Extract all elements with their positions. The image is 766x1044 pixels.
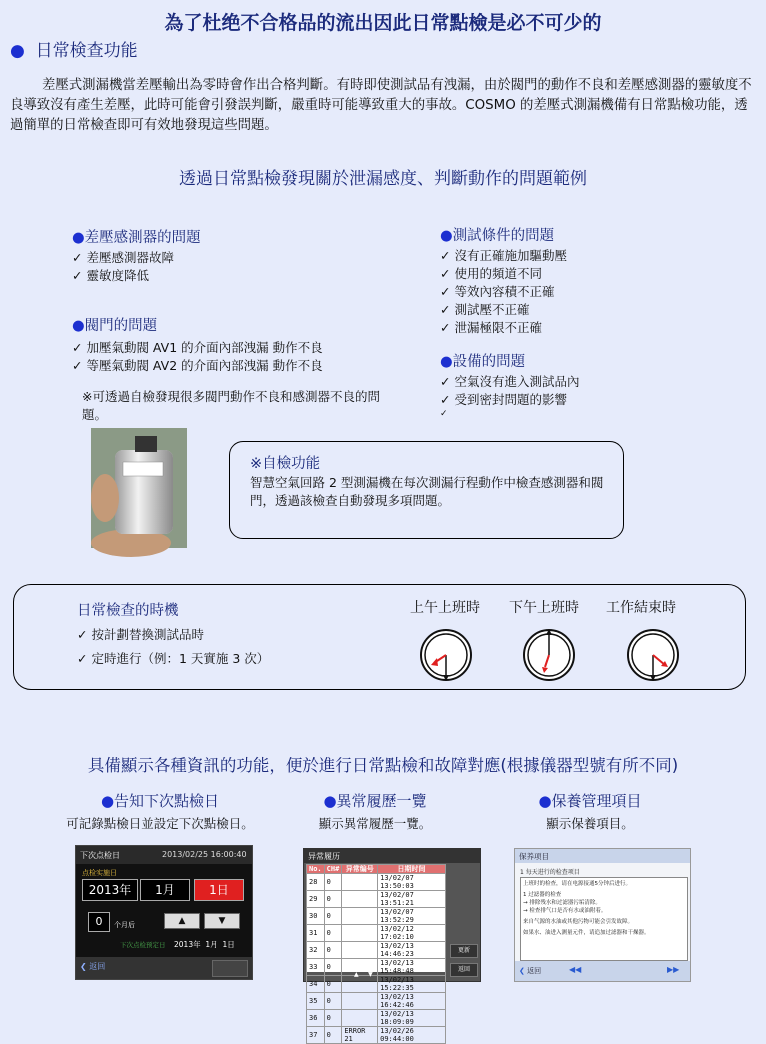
- year-field[interactable]: 2013年: [82, 879, 138, 901]
- bullet-icon: ●: [10, 41, 25, 61]
- clock-icon: [521, 627, 577, 683]
- double-left-icon: ◀◀: [569, 965, 582, 974]
- next-check-label: 下次点检预定日: [120, 941, 166, 949]
- table-header-row: [307, 865, 446, 874]
- double-right-icon: ▶▶: [667, 965, 680, 974]
- table-cell: 13/02/26 09:44:00: [378, 1027, 446, 1044]
- table-header-cell: No.: [307, 865, 325, 874]
- sensor-heading: [72, 226, 392, 247]
- table-cell: 13/02/13 16:42:46: [378, 993, 446, 1010]
- bullet-icon: ●: [72, 318, 85, 334]
- error-history-screen: [303, 848, 481, 1043]
- table-row[interactable]: [307, 942, 446, 959]
- table-cell: 0: [324, 976, 342, 993]
- clock-label-afternoon: 下午上班時: [509, 600, 579, 616]
- table-cell: [342, 891, 378, 908]
- back-button[interactable]: [80, 961, 105, 972]
- table-row[interactable]: [307, 1010, 446, 1027]
- table-cell: [342, 942, 378, 959]
- table-cell: 31: [307, 925, 325, 942]
- test-heading-text: 測試條件的問題: [452, 228, 555, 244]
- next-month: 1月: [205, 940, 218, 949]
- day-field[interactable]: 1日: [194, 879, 244, 901]
- table-cell: 13/02/13 15:48:48: [378, 959, 446, 976]
- list-item: ✓ 使用的頻道不同: [440, 265, 740, 283]
- valve-heading: [72, 314, 402, 335]
- table-row[interactable]: [307, 874, 446, 891]
- maintenance-line: 上班时的检查，请在电源接通5分钟后进行。: [523, 881, 632, 887]
- column-heading-next-check: [40, 790, 280, 811]
- column-heading-text: 異常履歷一覽: [336, 792, 427, 810]
- list-item: ✓ 測試壓不正確: [440, 301, 740, 319]
- table-cell: 13/02/07 13:52:29: [378, 908, 446, 925]
- maintenance-line: 来自气源的水油或其他污物可能会引发故障。: [523, 919, 634, 925]
- table-row[interactable]: [307, 993, 446, 1010]
- table-cell: 0: [324, 925, 342, 942]
- bullet-icon: ●: [323, 792, 337, 810]
- valve-note: ※可透過自檢發現很多閥門動作不良和感測器不良的問題。: [82, 389, 380, 422]
- test-group: [440, 224, 740, 337]
- bullet-icon: ●: [440, 228, 453, 244]
- back-arrow-icon: ❮: [519, 967, 525, 975]
- equipment-list: [440, 373, 740, 409]
- maintenance-text: [520, 877, 688, 961]
- table-cell: 37: [307, 1027, 325, 1044]
- table-row[interactable]: [307, 959, 446, 976]
- list-item: ✓ 等效內容積不正確: [440, 283, 740, 301]
- screen-title: 保养项目: [519, 852, 549, 861]
- table-header-cell: CH#: [324, 865, 342, 874]
- clock-icon: [418, 627, 474, 683]
- maintenance-line: 如果水、油进入测量元件，请追加过滤器和干燥器。: [523, 930, 650, 936]
- feature-heading-text: 日常検查功能: [35, 41, 138, 61]
- table-cell: 13/02/13 14:46:23: [378, 942, 446, 959]
- screen-header: [304, 849, 480, 863]
- table-cell: 13/02/13 18:09:09: [378, 1010, 446, 1027]
- table-cell: 0: [324, 1010, 342, 1027]
- ok-button[interactable]: [212, 960, 248, 977]
- valve-heading-text: 閥門的問題: [84, 318, 158, 334]
- column-desc: 顯示保養項目。: [546, 816, 634, 831]
- timing-box: [13, 584, 746, 690]
- bullet-icon: ●: [72, 230, 85, 246]
- table-cell: 33: [307, 959, 325, 976]
- table-cell: 0: [324, 874, 342, 891]
- maintenance-screen: [514, 848, 691, 982]
- history-table: [306, 864, 446, 1044]
- table-cell: 13/02/07 13:50:03: [378, 874, 446, 891]
- column-desc: 顯示異常履歷一覽。: [318, 816, 432, 831]
- next-check-screen: [75, 845, 253, 980]
- table-cell: 36: [307, 1010, 325, 1027]
- month-count-field[interactable]: 0: [88, 912, 110, 932]
- next-day: 1日: [222, 940, 235, 949]
- column-heading-history: [275, 790, 475, 811]
- table-cell: 0: [324, 908, 342, 925]
- page-title: 為了杜绝不合格品的流出因此日常點檢是必不可少的: [164, 12, 602, 34]
- table-cell: 29: [307, 891, 325, 908]
- check-date-label: 点检实施日: [82, 869, 117, 877]
- update-button[interactable]: 更新: [450, 944, 478, 958]
- table-cell: 32: [307, 942, 325, 959]
- valve-list: [72, 339, 402, 375]
- table-cell: 0: [324, 891, 342, 908]
- back-label: 返回: [527, 967, 542, 975]
- arrow-up-icon: ▲: [178, 916, 186, 926]
- back-button[interactable]: [519, 966, 541, 976]
- table-cell: [342, 993, 378, 1010]
- table-cell: 0: [324, 1027, 342, 1044]
- maintenance-item: 1 每天进行的检查项目: [520, 869, 580, 876]
- next-check-value: [174, 939, 235, 950]
- list-item: ✓ 加壓氣動閥 AV1 的介面內部洩漏 動作不良: [72, 339, 402, 357]
- clock-label-morning: 上午上班時: [410, 600, 480, 616]
- maintenance-line: → 检查排气口是否有水或油附着。: [523, 908, 607, 914]
- scroll-down-icon: ▼: [368, 971, 373, 978]
- scroll-controls[interactable]: [354, 971, 373, 978]
- self-check-box: [229, 441, 624, 539]
- increment-button[interactable]: [164, 913, 200, 929]
- feature-heading: [10, 36, 138, 61]
- sensor-list: [72, 249, 392, 285]
- screen-footer: [515, 961, 690, 981]
- column-heading-text: 保養管理項目: [551, 792, 642, 810]
- next-year: 2013年: [174, 940, 201, 949]
- table-cell: 13/02/13 15:22:35: [378, 976, 446, 993]
- list-item: ✓ 空氣沒有進入測試品內: [440, 373, 740, 391]
- self-check-text: 智慧空氣回路 2 型測漏機在每次測漏行程動作中檢查感測器和閥門，透過該檢查自動發現多項問題。: [250, 475, 604, 508]
- equipment-heading: [440, 350, 740, 371]
- decrement-button[interactable]: [204, 913, 240, 929]
- timing-list: [77, 623, 269, 671]
- bullet-icon: ●: [538, 792, 552, 810]
- table-cell: [342, 925, 378, 942]
- table-cell: 13/02/12 17:02:10: [378, 925, 446, 942]
- table-header-cell: 日期时间: [378, 865, 446, 874]
- clock-label-end: 工作結束時: [606, 600, 676, 616]
- list-item: ✓ 沒有正確施加驅動壓: [440, 247, 740, 265]
- table-cell: 34: [307, 976, 325, 993]
- sensor-heading-text: 差壓感測器的問題: [84, 230, 201, 246]
- list-item: ✓ 受到密封問題的影響: [440, 391, 740, 409]
- screen-footer: [76, 957, 252, 979]
- list-item: ✓ 靈敏度降低: [72, 267, 392, 285]
- table-row[interactable]: [307, 976, 446, 993]
- list-item: ✓ 泄漏極限不正確: [440, 319, 740, 337]
- screen-header: [515, 849, 690, 863]
- arrow-down-icon: ▼: [218, 916, 226, 926]
- screen-header: [76, 846, 252, 864]
- table-cell: 0: [324, 942, 342, 959]
- equipment-heading-text: 設備的問題: [452, 354, 526, 370]
- table-row[interactable]: [307, 908, 446, 925]
- check-mark-icon: ✓: [440, 409, 448, 419]
- maintenance-line: 1 过滤器的检查: [523, 892, 562, 898]
- bullet-icon: ●: [100, 792, 115, 810]
- month-field[interactable]: 1月: [140, 879, 190, 901]
- leak-tester-image: [91, 428, 187, 548]
- list-item: ✓ 差壓感測器故障: [72, 249, 392, 267]
- section2-title: 具備顯示各種資訊的功能，便於進行日常點檢和故障對應(根據儀器型號有所不同): [87, 756, 679, 775]
- section1-title: 透過日常點檢發現關於泄漏感度、判斷動作的問題範例: [179, 169, 587, 189]
- back-button[interactable]: 返回: [450, 963, 478, 977]
- back-arrow-icon: ❮: [80, 962, 87, 971]
- sensor-group: [72, 226, 392, 285]
- timing-heading: 日常檢查的時機: [77, 603, 179, 619]
- table-cell: 0: [324, 993, 342, 1010]
- table-cell: [342, 908, 378, 925]
- screen-title: 下次点检日: [80, 851, 120, 860]
- list-item: ✓ 按計劃替換測試品時: [77, 623, 269, 647]
- table-cell: [342, 976, 378, 993]
- history-table-wrap: [306, 864, 446, 1043]
- column-heading-text: 告知下次點檢日: [114, 792, 220, 810]
- screen-datetime: 2013/02/25 16:00:40: [162, 850, 247, 859]
- table-cell: 28: [307, 874, 325, 891]
- table-cell: 30: [307, 908, 325, 925]
- intro-paragraph: 差壓式測漏機當差壓輸出為零時會作出合格判斷。有時即使測試品有洩漏，由於閥門的動作不良和差壓感測器的靈敏度不良導致沒有產生差壓，此時可能會引發誤判斷，嚴重時可能導致重大的事故。COSMO 的差壓式測漏機備有日常點檢功能，透過簡單的日常檢查即可有效地發現這些問題。: [10, 78, 752, 133]
- maintenance-line: → 排除残水和过滤器污垢清除。: [523, 900, 601, 906]
- test-heading: [440, 224, 740, 245]
- bullet-icon: ●: [440, 354, 453, 370]
- column-desc: 可記錄點檢日並設定下次點檢日。: [66, 816, 254, 831]
- screen-title: 异常履历: [308, 852, 340, 861]
- column-heading-maintenance: [490, 790, 690, 811]
- table-cell: 13/02/07 13:51:21: [378, 891, 446, 908]
- table-cell: 0: [324, 959, 342, 976]
- product-photo: [91, 428, 187, 548]
- table-header-cell: 异常编号: [342, 865, 378, 874]
- next-page-button[interactable]: [667, 965, 679, 974]
- table-row[interactable]: [307, 925, 446, 942]
- equipment-group: [440, 350, 740, 419]
- clock-icon: [625, 627, 681, 683]
- list-item: ✓ 等壓氣動閥 AV2 的介面內部洩漏 動作不良: [72, 357, 402, 375]
- scroll-up-icon: ▲: [354, 971, 359, 978]
- list-item: ✓ 定時進行（例：1 天實施 3 次）: [77, 647, 269, 671]
- self-check-heading: ※自檢功能: [250, 456, 321, 472]
- test-list: [440, 247, 740, 337]
- table-row[interactable]: [307, 891, 446, 908]
- back-label: 返回: [89, 962, 106, 971]
- table-cell: ERROR 21: [342, 1027, 378, 1044]
- table-cell: [342, 1010, 378, 1027]
- month-unit-label: 个月后: [114, 921, 135, 929]
- prev-page-button[interactable]: [569, 965, 581, 974]
- valve-group: [72, 314, 402, 375]
- table-cell: [342, 874, 378, 891]
- table-row[interactable]: [307, 1027, 446, 1044]
- table-cell: 35: [307, 993, 325, 1010]
